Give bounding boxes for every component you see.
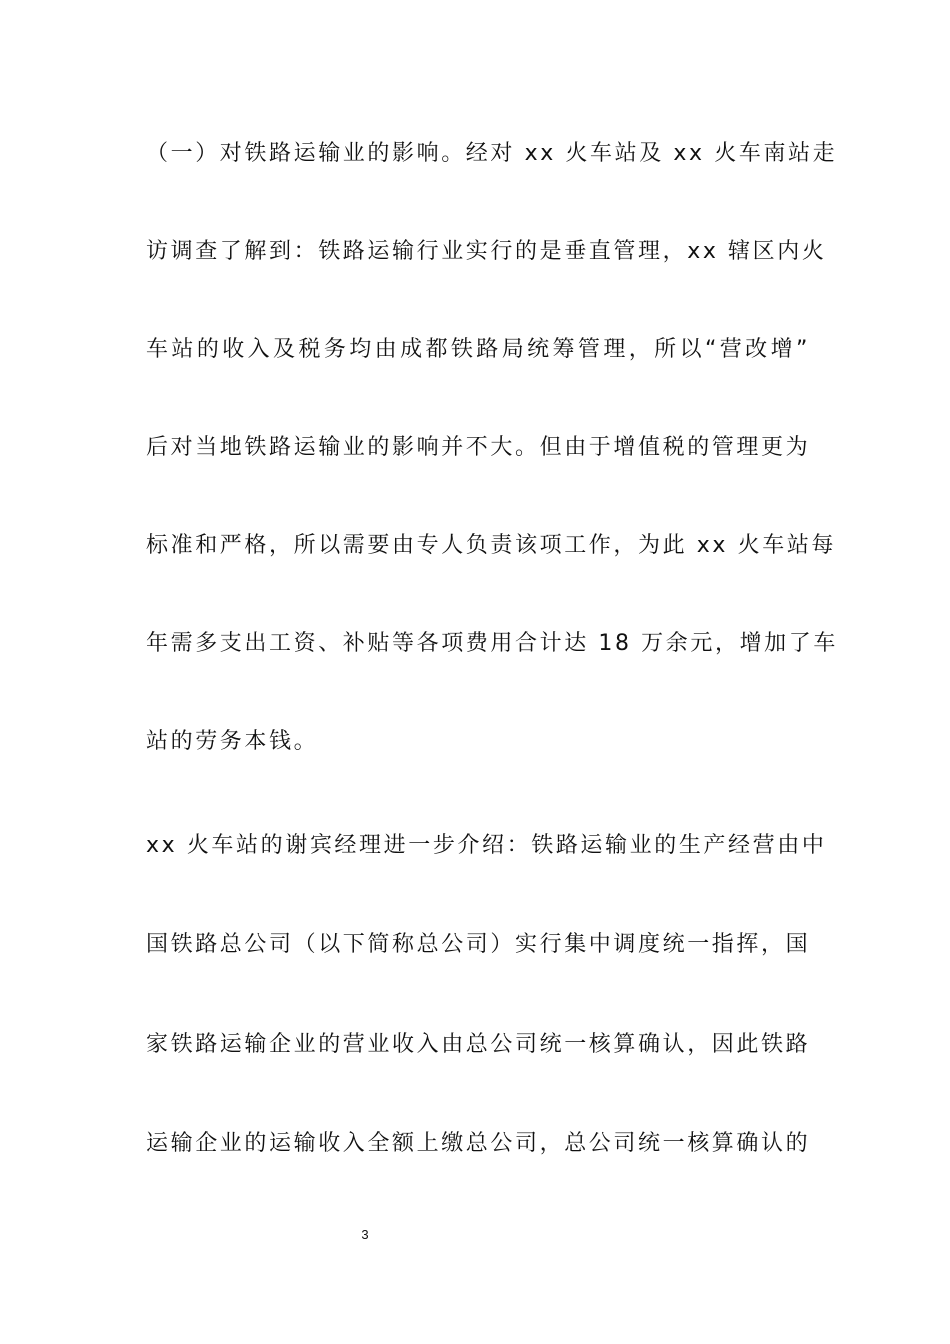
paragraph-line-9: 国铁路总公司（以下简称总公司）实行集中调度统一指挥，国 — [146, 932, 811, 957]
paragraph-line-2: 访调查了解到：铁路运输行业实行的是垂直管理，xx 辖区内火 — [146, 239, 827, 264]
paragraph-line-4: 后对当地铁路运输业的影响并不大。但由于增值税的管理更为 — [146, 435, 811, 460]
paragraph-line-11: 运输企业的运输收入全额上缴总公司，总公司统一核算确认的 — [146, 1131, 811, 1156]
paragraph-line-10: 家铁路运输企业的营业收入由总公司统一核算确认，因此铁路 — [146, 1032, 811, 1057]
paragraph-line-5: 标准和严格，所以需要由专人负责该项工作，为此 xx 火车站每 — [146, 533, 837, 558]
paragraph-line-8: xx 火车站的谢宾经理进一步介绍：铁路运输业的生产经营由中 — [146, 833, 827, 858]
paragraph-line-3: 车站的收入及税务均由成都铁路局统筹管理，所以“营改增” — [146, 337, 810, 362]
page-number: 3 — [361, 1227, 369, 1242]
paragraph-line-1: （一）对铁路运输业的影响。经对 xx 火车站及 xx 火车南站走 — [146, 141, 838, 166]
paragraph-line-7: 站的劳务本钱。 — [146, 729, 319, 754]
paragraph-line-6: 年需多支出工资、补贴等各项费用合计达 18 万余元，增加了车 — [146, 631, 838, 656]
